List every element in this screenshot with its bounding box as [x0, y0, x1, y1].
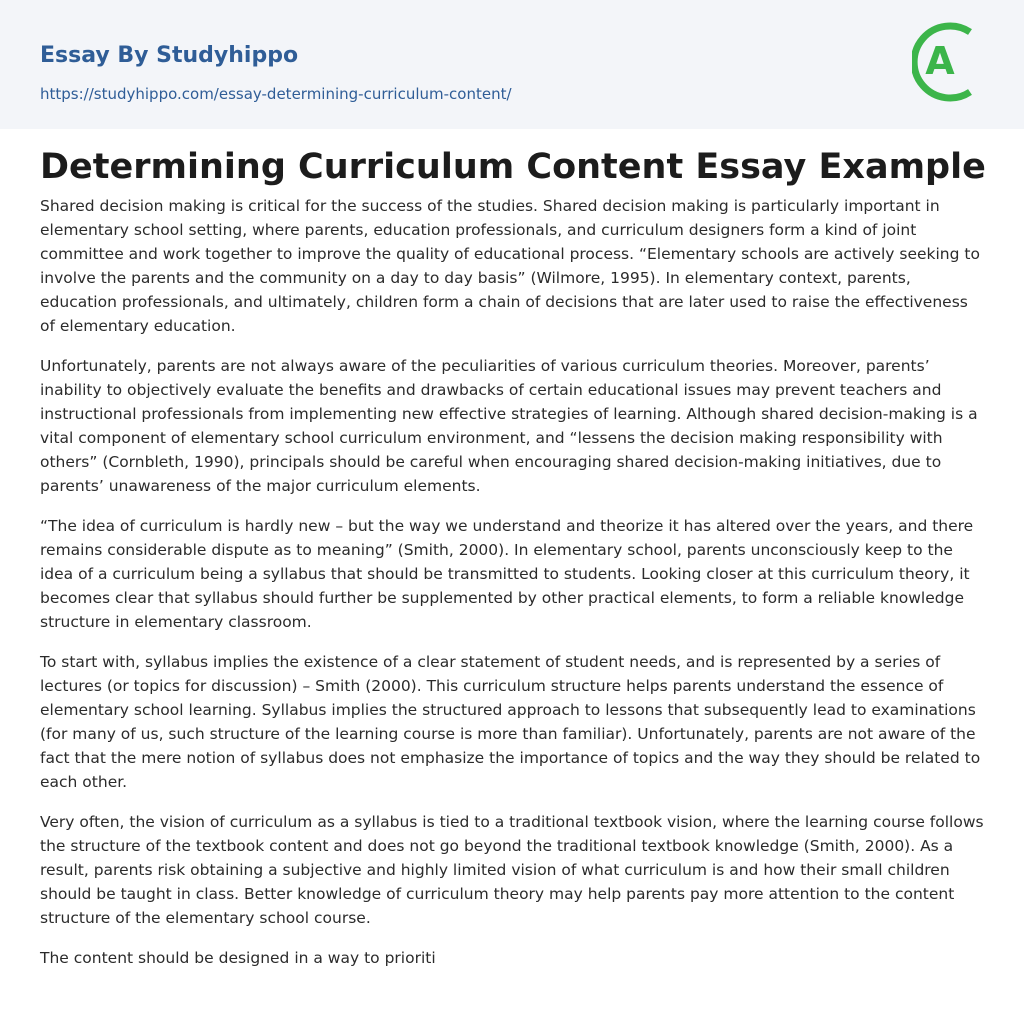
- page-title: Determining Curriculum Content Essay Example: [40, 147, 986, 187]
- paragraph-6-truncated: The content should be designed in a way to prioriti: [40, 949, 436, 967]
- article-header: [40, 144, 1000, 190]
- site-header: [0, 0, 1024, 129]
- paragraph-3: “The idea of curriculum is hardly new – but the way we understand and theorize it has altered over the years, and there remains considerable dispute as to meaning” (Smith, 2000). In elementary school, parents unconsciously keep to the idea of a curriculum being a syllabus that should be transmitted to students. Looking closer at this curriculum theory, it becomes clear that syllabus should further be supplemented by other practical elements, to form a reliable knowledge structure in elementary classroom.: [40, 517, 974, 631]
- studyhippo-logo-icon[interactable]: [912, 18, 988, 106]
- paragraph-2: Unfortunately, parents are not always aware of the peculiarities of various curriculum theories. Moreover, parents’ inability to objectively evaluate the benefits and drawbacks of certain educational issues may prevent teachers and instructional professionals from implementing new effective strategies of learning. Although shared decision-making is a vital component of elementary school curriculum environment, and “lessens the decision making responsibility with others” (Cornbleth, 1990), principals should be careful when encouraging shared decision-making initiatives, due to parents’ unawareness of the major curriculum elements.: [40, 357, 978, 495]
- paragraph-5: Very often, the vision of curriculum as a syllabus is tied to a traditional textbook vision, where the learning course follows the structure of the textbook content and does not go beyond the traditional textbook knowledge (Smith, 2000). As a result, parents risk obtaining a subjective and highly limited vision of what curriculum is and how their small children should be taught in class. Better knowledge of curriculum theory may help parents pay more attention to the content structure of the elementary school course.: [40, 813, 984, 927]
- logo-letter: A: [925, 39, 955, 83]
- article-body: [40, 194, 986, 986]
- paragraph-4: To start with, syllabus implies the existence of a clear statement of student needs, and is represented by a series of lectures (or topics for discussion) – Smith (2000). This curriculum structure helps parents understand the essence of elementary school learning. Syllabus implies the structured approach to lessons that subsequently lead to examinations (for many of us, such structure of the learning course is more than familiar). Unfortunately, parents are not aware of the fact that the mere notion of syllabus does not emphasize the importance of topics and the way they should be related to each other.: [40, 653, 981, 791]
- page-url-link[interactable]: https://studyhippo.com/essay-determining-curriculum-content/: [40, 85, 512, 103]
- paragraph-1: Shared decision making is critical for the success of the studies. Shared decision making is particularly important in elementary school setting, where parents, education professionals, and curriculum designers form a kind of joint committee and work together to improve the quality of educational process. “Elementary schools are actively seeking to involve the parents and the community on a day to day basis” (Wilmore, 1995). In elementary context, parents, education professionals, and ultimately, children form a chain of decisions that are later used to raise the effectiveness of elementary education.: [40, 197, 980, 335]
- site-title[interactable]: Essay By Studyhippo: [40, 43, 299, 68]
